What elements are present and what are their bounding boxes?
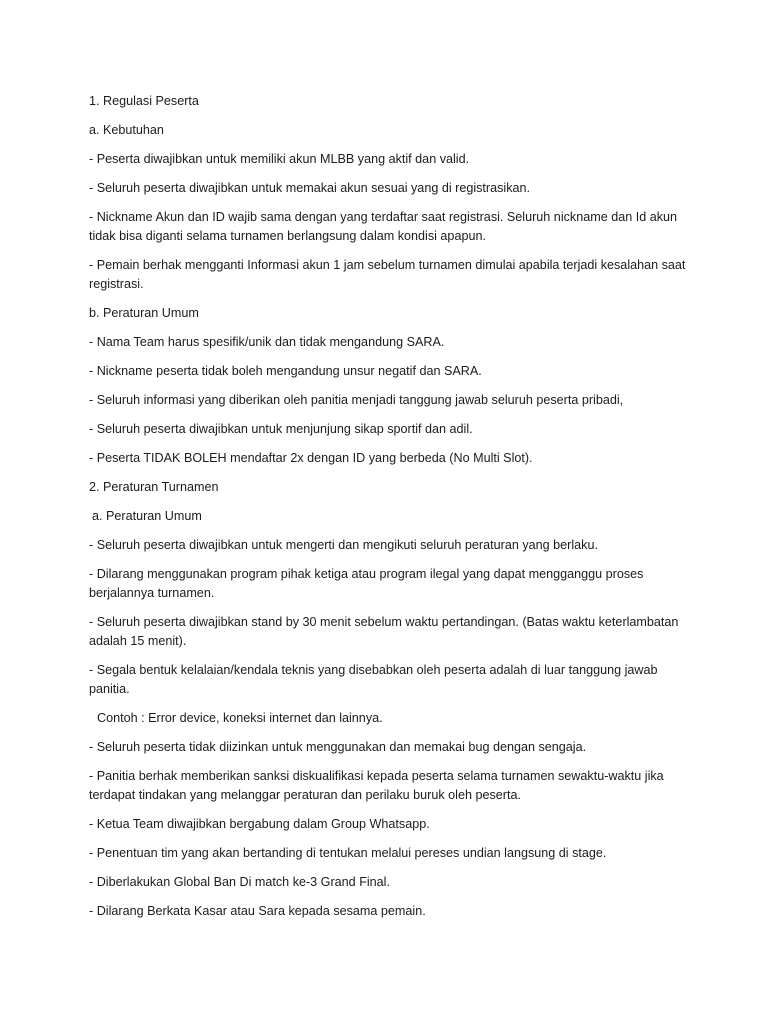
subsection-heading-kebutuhan: a. Kebutuhan — [89, 123, 164, 137]
rule-item: - Seluruh peserta diwajibkan stand by 30 menit sebelum waktu pertandingan. (Batas waktu keterlambatan adalah 15 menit). — [89, 615, 679, 648]
rule-item: - Penentuan tim yang akan bertanding di tentukan melalui pereses undian langsung di stage. — [89, 846, 607, 860]
rule-item: - Seluruh peserta diwajibkan untuk memakai akun sesuai yang di registrasikan. — [89, 181, 531, 195]
rule-item: - Peserta TIDAK BOLEH mendaftar 2x dengan ID yang berbeda (No Multi Slot). — [89, 451, 533, 465]
rule-item: - Nama Team harus spesifik/unik dan tidak mengandung SARA. — [89, 335, 445, 349]
rule-item: - Ketua Team diwajibkan bergabung dalam Group Whatsapp. — [89, 817, 430, 831]
rule-item: - Pemain berhak mengganti Informasi akun 1 jam sebelum turnamen dimulai apabila terjadi kesalahan saat registrasi. — [89, 258, 686, 291]
rule-item: - Seluruh peserta diwajibkan untuk mengerti dan mengikuti seluruh peraturan yang berlaku. — [89, 538, 598, 552]
subsection-heading-peraturan-umum: a. Peraturan Umum — [92, 509, 202, 523]
rule-item: - Seluruh informasi yang diberikan oleh panitia menjadi tanggung jawab seluruh peserta pribadi, — [89, 393, 624, 407]
rule-item: - Diberlakukan Global Ban Di match ke-3 Grand Final. — [89, 875, 390, 889]
rule-item: - Dilarang Berkata Kasar atau Sara kepada sesama pemain. — [89, 904, 426, 918]
rule-item: - Seluruh peserta diwajibkan untuk menjunjung sikap sportif dan adil. — [89, 422, 473, 436]
rule-item: - Seluruh peserta tidak diizinkan untuk menggunakan dan memakai bug dengan sengaja. — [89, 740, 587, 754]
rule-item: - Nickname peserta tidak boleh mengandung unsur negatif dan SARA. — [89, 364, 482, 378]
rule-item: - Dilarang menggunakan program pihak ketiga atau program ilegal yang dapat mengganggu proses berjalannya turnamen. — [89, 567, 644, 600]
rule-item: - Peserta diwajibkan untuk memiliki akun MLBB yang aktif dan valid. — [89, 152, 470, 166]
rule-item: - Segala bentuk kelalaian/kendala teknis yang disebabkan oleh peserta adalah di luar tanggung jawab panitia. — [89, 663, 658, 696]
rule-item: - Panitia berhak memberikan sanksi diskualifikasi kepada peserta selama turnamen sewaktu-waktu jika terdapat tindakan yang melanggar peraturan dan perilaku buruk oleh peserta. — [89, 769, 664, 802]
subsection-heading-peraturan-umum: b. Peraturan Umum — [89, 306, 199, 320]
section-heading-regulasi-peserta: 1. Regulasi Peserta — [89, 94, 199, 108]
document-body — [89, 92, 689, 931]
rule-item: - Nickname Akun dan ID wajib sama dengan yang terdaftar saat registrasi. Seluruh nickname dan Id akun tidak bisa diganti selama turnamen berlangsung dalam kondisi apapun. — [89, 210, 678, 243]
section-heading-peraturan-turnamen: 2. Peraturan Turnamen — [89, 480, 219, 494]
example-note: Contoh : Error device, koneksi internet dan lainnya. — [97, 711, 383, 725]
